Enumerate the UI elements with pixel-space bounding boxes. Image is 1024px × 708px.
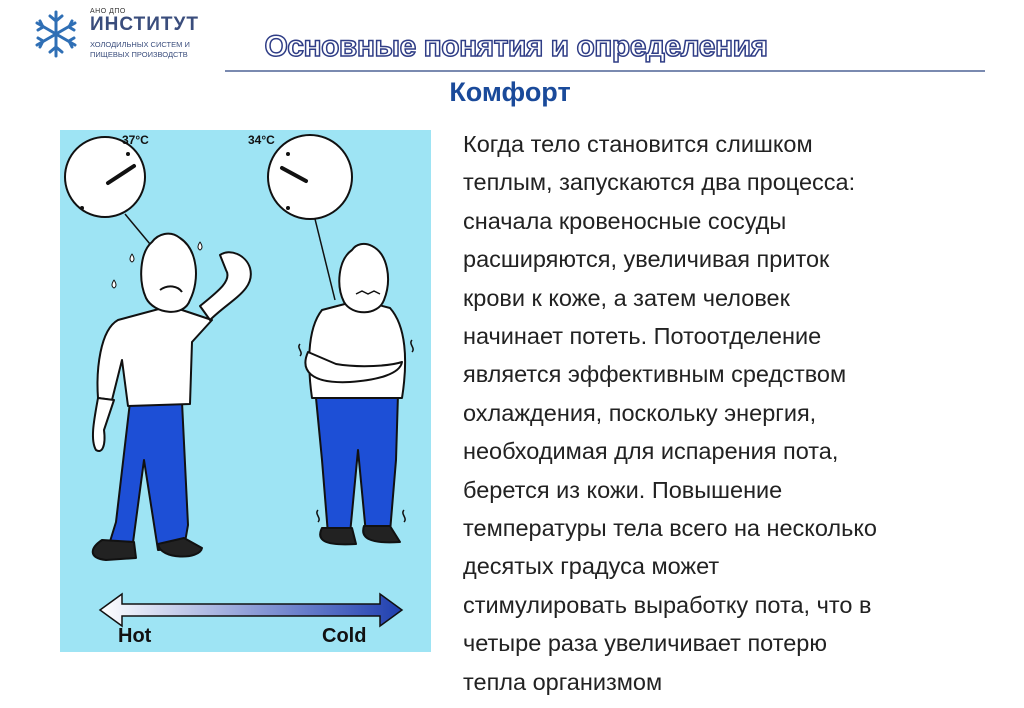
body-paragraph: Когда тело становится слишком теплым, запускаются два процесса: сначала кровеносные сосуды расширяются, увеличивая приток крови к коже, а затем человек начинает потеть. Потоотделение является эффективным средством охлаждения, поскольку энергия, необходимая для испарения пота, берется из кожи. Повышение температуры тела всего на несколько десятых градуса может стимулировать выработку пота, что в четыре раза увеличивает потерю тепла организмом (463, 131, 877, 695)
snowflake-icon (30, 8, 82, 60)
logo-name: ИНСТИТУТ (90, 14, 199, 35)
hot-person-figure (93, 234, 251, 560)
thermometer-dial-left (65, 137, 155, 250)
slide-title: Основные понятия и определения (264, 30, 768, 63)
cold-person-figure (299, 244, 413, 544)
logo-line-1: ХОЛОДИЛЬНЫХ СИСТЕМ И (90, 40, 190, 49)
thermo-right-label: 34°C (248, 133, 275, 147)
label-hot: Hot (118, 625, 152, 647)
thermo-left-label: 37°C (122, 133, 149, 147)
hot-cold-illustration (60, 130, 431, 652)
title-divider (225, 70, 985, 72)
institute-logo (30, 4, 210, 66)
label-cold: Cold (322, 625, 367, 647)
logo-line-2: ПИЩЕВЫХ ПРОИЗВОДСТВ (90, 50, 188, 59)
logo-org-form: АНО ДПО (90, 8, 126, 15)
hot-cold-arrow (100, 594, 402, 626)
slide-subtitle: Комфорт (449, 77, 571, 107)
